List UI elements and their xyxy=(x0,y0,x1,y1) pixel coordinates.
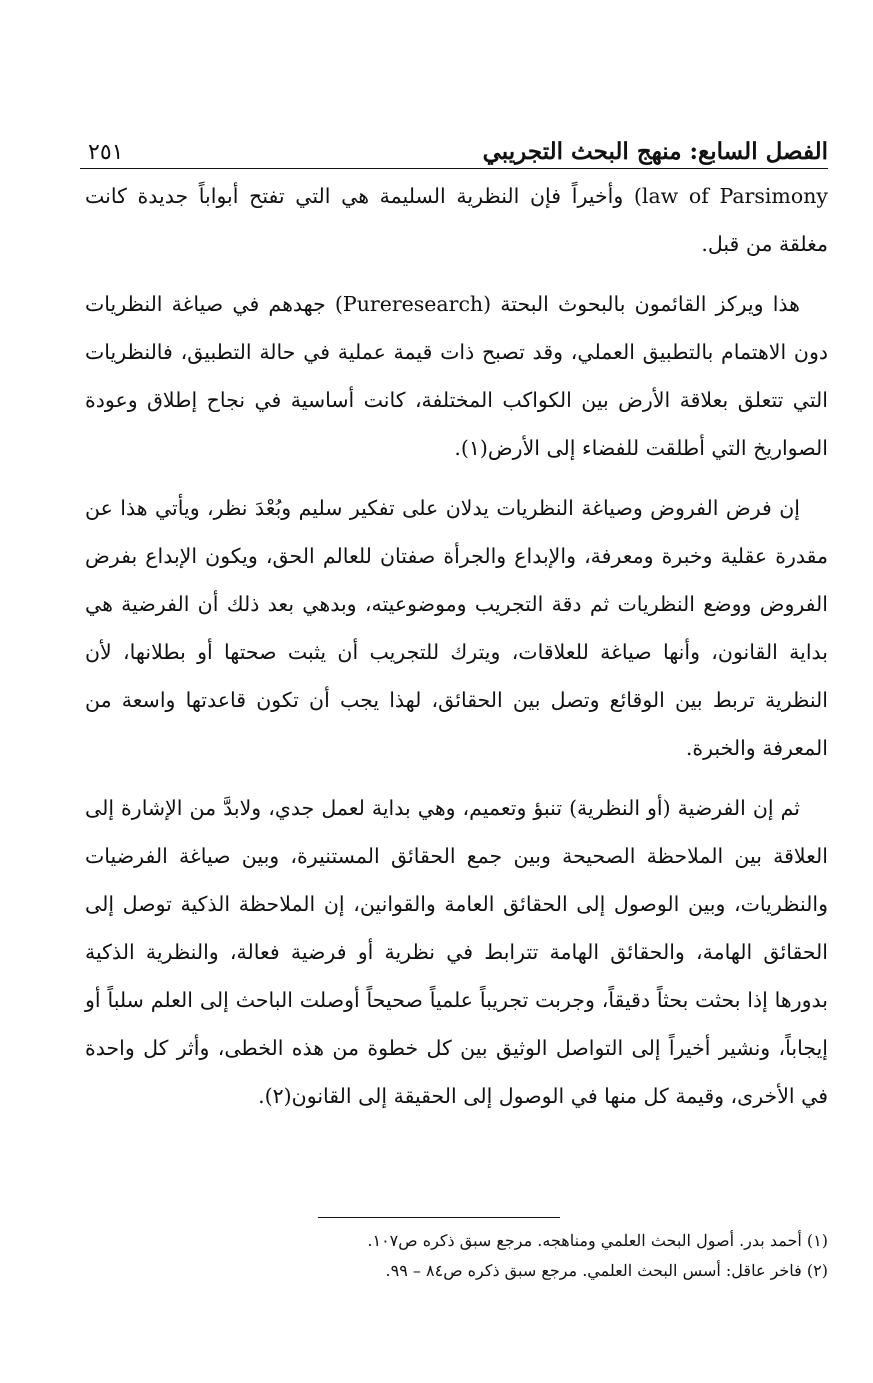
running-header xyxy=(80,125,828,165)
footnote-2: (٢) فاخر عاقل: أسس البحث العلمي. مرجع سبق ذكره ص٨٤ – ٩٩. xyxy=(385,1261,828,1280)
footnotes xyxy=(85,1226,828,1286)
footnote-rule xyxy=(318,1217,560,1218)
paragraph-1: law of Parsimony) وأخيراً فإن النظرية السليمة هي التي تفتح أبواباً جديدة كانت مغلقة من قبل. xyxy=(85,184,829,256)
paragraph-3: إن فرض الفروض وصياغة النظريات يدلان على تفكير سليم وبُعْدَ نظر، ويأتي هذا عن مقدرة عقلية وخبرة ومعرفة، والإبداع والجرأة صفتان للعالم الحق، ويكون الإبداع بفرض الفروض ووضع النظريات ثم دقة التجريب وموضوعيته، وبدهي بعد ذلك أن الفرضية هي بداية القانون، وأنها صياغة للعلاقات، ويترك للتجريب أن يثبت صحتها أو بطلانها، لأن النظرية تربط بين الوقائع وتصل بين الحقائق، لهذا يجب أن تكون قاعدتها واسعة من المعرفة والخبرة. xyxy=(85,496,828,760)
paragraph-4: ثم إن الفرضية (أو النظرية) تنبؤ وتعميم، وهي بداية لعمل جدي، ولابدَّ من الإشارة إلى العلاقة بين الملاحظة الصحيحة وبين جمع الحقائق المستنيرة، وبين صياغة الفرضيات والنظريات، وبين الوصول إلى الحقائق العامة والقوانين، إن الملاحظة الذكية توصل إلى الحقائق الهامة، والحقائق الهامة تترابط في نظرية أو فرضية فعالة، والنظرية الذكية بدورها إذا بحثت بحثاً دقيقاً، وجربت تجريباً علمياً صحيحاً أوصلت الباحث إلى العلم سلباً أو إيجاباً، ونشير أخيراً إلى التواصل الوثيق بين كل خطوة من هذه الخطى، وأثر كل واحدة في الأخرى، وقيمة كل منها في الوصول إلى الحقيقة إلى القانون(٢). xyxy=(85,796,828,1108)
header-rule xyxy=(80,168,828,169)
footnote-1: (١) أحمد بدر. أصول البحث العلمي ومناهجه. مرجع سبق ذكره ص١٠٧. xyxy=(367,1231,828,1250)
body-text xyxy=(85,172,828,1132)
page-number: ٢٥١ xyxy=(88,140,124,165)
chapter-title: الفصل السابع: منهج البحث التجريبي xyxy=(482,138,828,165)
paragraph-2: هذا ويركز القائمون بالبحوث البحتة (Pureresearch) جهدهم في صياغة النظريات دون الاهتمام بالتطبيق العملي، وقد تصبح ذات قيمة عملية في حالة التطبيق، فالنظريات التي تتعلق بعلاقة الأرض بين الكواكب المختلفة، كانت أساسية في نجاح إطلاق وعودة الصواريخ التي أطلقت للفضاء إلى الأرض(١). xyxy=(85,292,828,460)
